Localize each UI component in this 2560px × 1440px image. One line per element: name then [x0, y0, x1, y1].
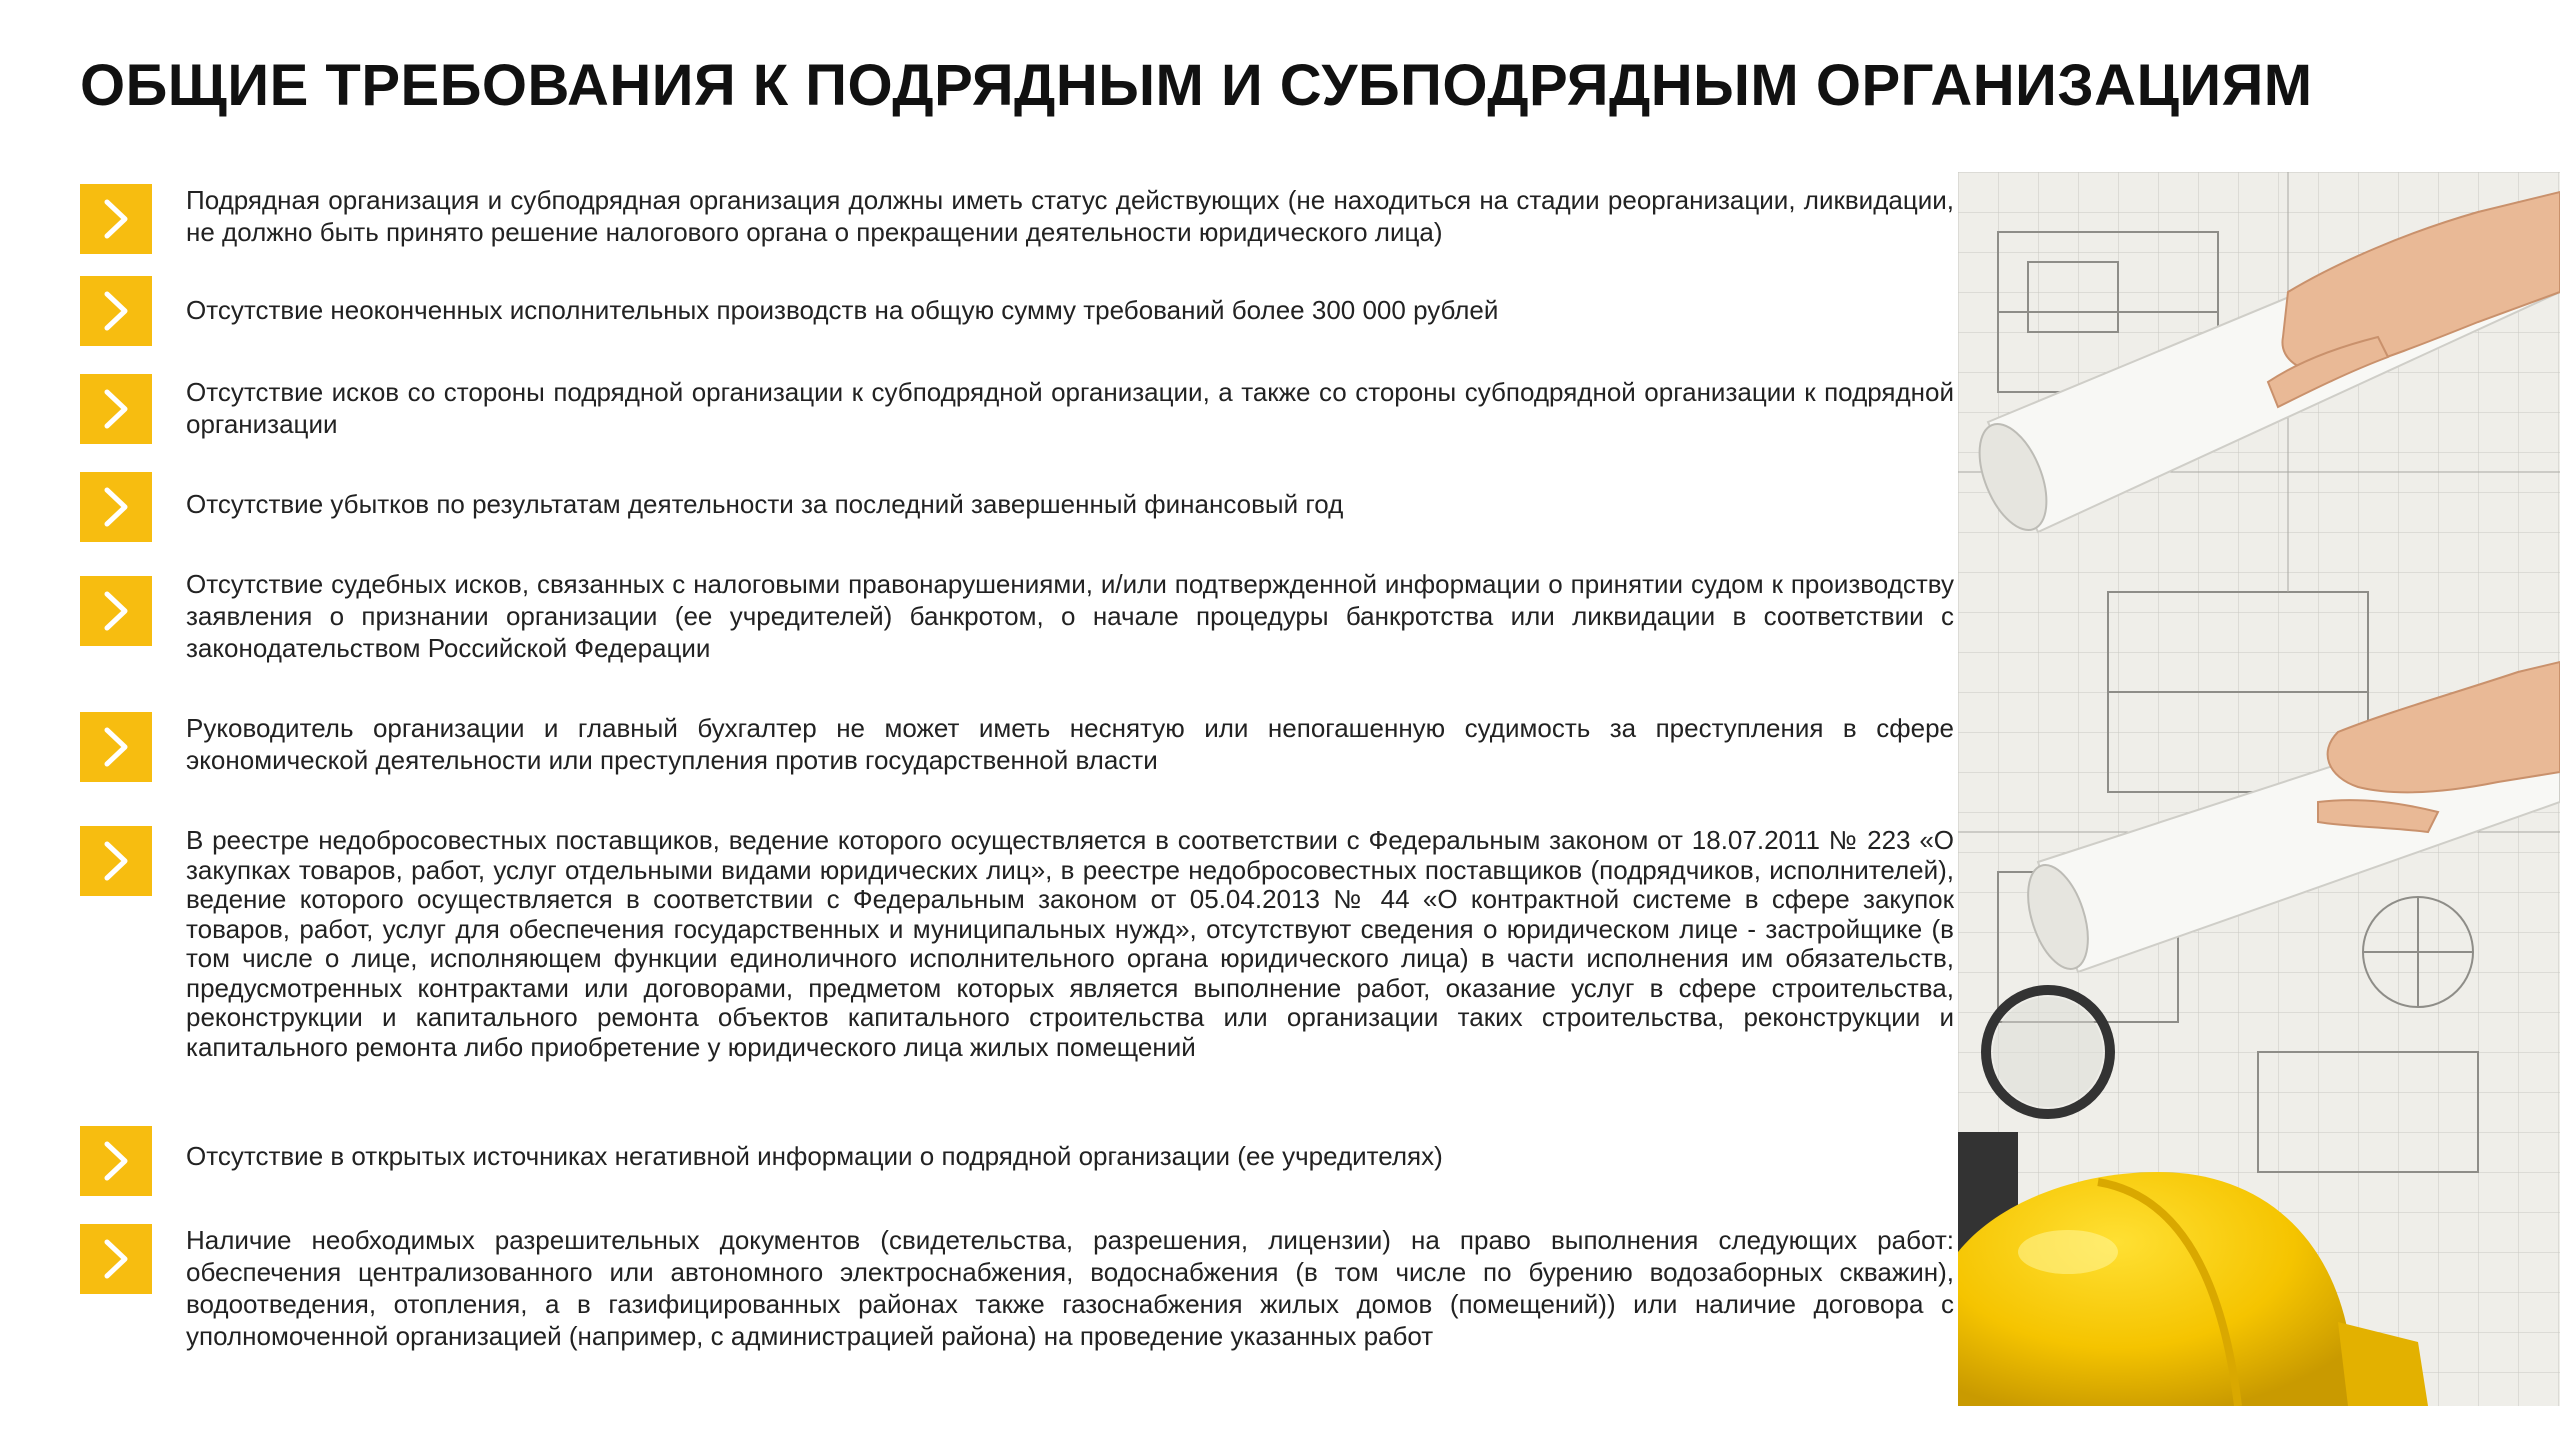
blueprint-photo — [1958, 172, 2560, 1406]
chevron-right-icon — [80, 184, 152, 254]
chevron-right-icon — [80, 1126, 152, 1196]
requirement-text: Отсутствие в открытых источниках негативной информации о подрядной организации (ее учредителях) — [186, 1141, 1443, 1171]
chevron-right-icon — [80, 712, 152, 782]
chevron-right-icon — [80, 374, 152, 444]
chevron-right-icon — [80, 826, 152, 896]
chevron-right-icon — [80, 472, 152, 542]
chevron-right-icon — [80, 276, 152, 346]
chevron-right-icon — [80, 576, 152, 646]
requirement-text: Подрядная организация и субподрядная организация должны иметь статус действующих (не находиться на стадии реорганизации, ликвидации, не должно быть принято решение налогового органа о прекращении деятельности юридического лица) — [186, 185, 1954, 247]
requirement-text: Отсутствие неоконченных исполнительных производств на общую сумму требований более 300 000 рублей — [186, 295, 1499, 325]
requirement-text: Отсутствие убытков по результатам деятельности за последний завершенный финансовый год — [186, 489, 1344, 519]
chevron-right-icon — [80, 1224, 152, 1294]
requirement-text: Наличие необходимых разрешительных документов (свидетельства, разрешения, лицензии) на право выполнения следующих работ: обеспечения централизованного или автономного электроснабжения, водоснабжения (в том числе по бурению водозаборных скважин), водоотведения, отопления, а в газифицированных районах также газоснабжения жилых домов (помещений)) или наличие договора с уполномоченной организацией (например, с администрацией района) на проведение указанных работ — [186, 1225, 1954, 1351]
requirement-text: Руководитель организации и главный бухгалтер не может иметь неснятую или непогашенную судимость за преступления в сфере экономической деятельности или преступления против государственной власти — [186, 713, 1954, 775]
requirement-text: Отсутствие судебных исков, связанных с налоговыми правонарушениями, и/или подтвержденной информации о принятии судом к производству заявления о признании организации (ее учредителей) банкротом, о начале процедуры банкротства или ликвидации в соответствии с законодательством Российской Федерации — [186, 569, 1954, 663]
page-title: ОБЩИЕ ТРЕБОВАНИЯ К ПОДРЯДНЫМ И СУБПОДРЯДНЫМ ОРГАНИЗАЦИЯМ — [80, 53, 2313, 118]
requirement-text: Отсутствие исков со стороны подрядной организации к субподрядной организации, а также со стороны субподрядной организации к подрядной организации — [186, 377, 1954, 439]
requirement-text: В реестре недобросовестных поставщиков, ведение которого осуществляется в соответствии с Федеральным законом от 18.07.2011 № 223 «О закупках товаров, работ, услуг отдельными видами юридических лиц», в реестре недобросовестных поставщиков (подрядчиков, исполнителей), ведение которого осуществляется в соответствии с Федеральным законом от 05.04.2013 № 44 «О контрактной системе в сфере закупок товаров, работ, услуг для обеспечения государственных и муниципальных нужд», отсутствуют сведения о юридическом лице - застройщике (в том числе о лице, исполняющем функции единоличного исполнительного органа юридического лица) в части исполнения им обязательств, предусмотренных контрактами или договорами, предметом которых является выполнение работ, оказание услуг в сфере строительства, реконструкции и капитального ремонта объектов капитального строительства или организации таких строительства, реконструкции и капитального ремонта либо приобретение у юридического лица жилых помещений — [186, 825, 1954, 1062]
